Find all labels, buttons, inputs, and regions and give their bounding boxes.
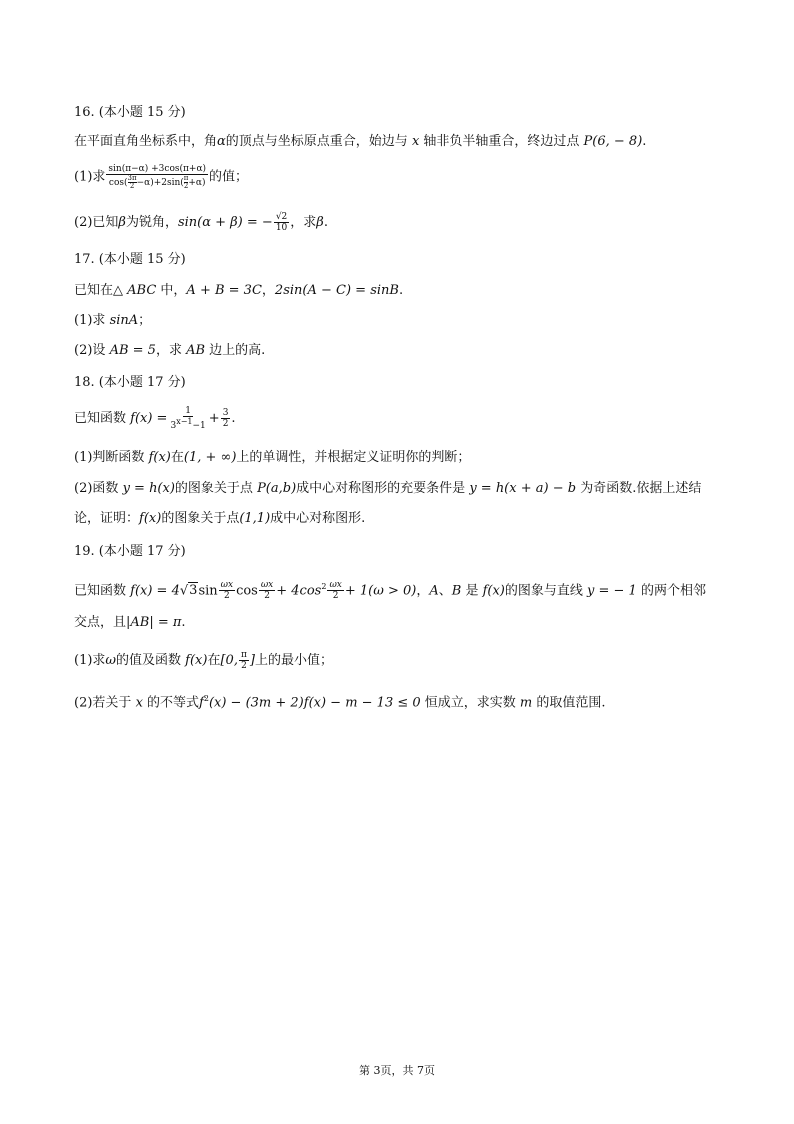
q16-part1: (1)求 sin(π−α) +3cos(π+α) cos( $\frac{3\pi}{2}$ −α)+2sin( $\frac{\pi}{2}$ +α) 的值； [74,164,249,190]
q16-part2: (2)已知β为锐角，sin(α + β) = − $\frac{√2}{10}$ ，求β. [74,212,328,233]
q16-part2-fraction: $\frac{√2}{10}$ [275,212,288,233]
q17-header: 17. (本小题 15 分) [74,252,186,267]
page-number: 第 3页，共 7页 [359,1064,435,1077]
q19-part2: (2)若关于 x 的不等式$f^2(x) - (3m + 2)f(x) - m - 13 \le 0$ 恒成立，求实数 m 的取值范围. [74,694,606,711]
q18-part2-cont: 论，证明：f(x)的图象关于点(1,1)成中心对称图形. [74,511,366,526]
q18-fraction-2: $\frac{3}{2}$ [222,408,229,429]
q17-part2: (2)设 AB = 5，求 AB 边上的高. [74,343,266,358]
q17-part1: (1)求 sinA； [74,313,152,328]
q16-header: 16. (本小题 15 分) [74,105,186,120]
q18-stem: 已知函数 f(x) = $\frac{1}{3^{x-1}-1}$ + $\frac{3}{2}$ . [74,406,236,431]
q16-part1-fraction: sin(π−α) +3cos(π+α) cos( $\frac{3\pi}{2}$ −α)+2sin( $\frac{\pi}{2}$ +α) [108,164,207,190]
q19-part1: (1)求ω的值及函数 f(x)在[0, $\frac{\pi}{2}$ ]上的最小值； [74,650,333,671]
q19-stem-cont: 交点，且|AB| = π. [74,615,186,630]
q19-stem: 已知函数 f(x) = 4√3sin $\frac{\omega x}{2}$ cos $\frac{\omega x}{2}$ + $4\cos^2$ $\frac{\omega x}{2}$ + 1(ω > 0)，A、B 是 f(x)的图象与直线 y = − 1 的两个相邻 [74,580,706,602]
q18-part1: (1)判断函数 f(x)在(1, + ∞)上的单调性，并根据定义证明你的判断； [74,450,471,465]
q18-fraction-1: $\frac{1}{3^{x-1}-1}$ [170,406,206,431]
q16-stem: 在平面直角坐标系中，角α的顶点与坐标原点重合，始边与 x 轴非负半轴重合，终边过点 P(6, − 8). [74,134,647,149]
q17-stem: 已知在△ ABC 中，A + B = 3C，2sin(A − C) = sinB. [74,283,404,298]
q19-header: 19. (本小题 17 分) [74,544,186,559]
q18-part2: (2)函数 y = h(x)的图象关于点 P(a,b)成中心对称图形的充要条件是 y = h(x + a) − b 为奇函数.依据上述结 [74,481,702,496]
q18-header: 18. (本小题 17 分) [74,375,186,390]
